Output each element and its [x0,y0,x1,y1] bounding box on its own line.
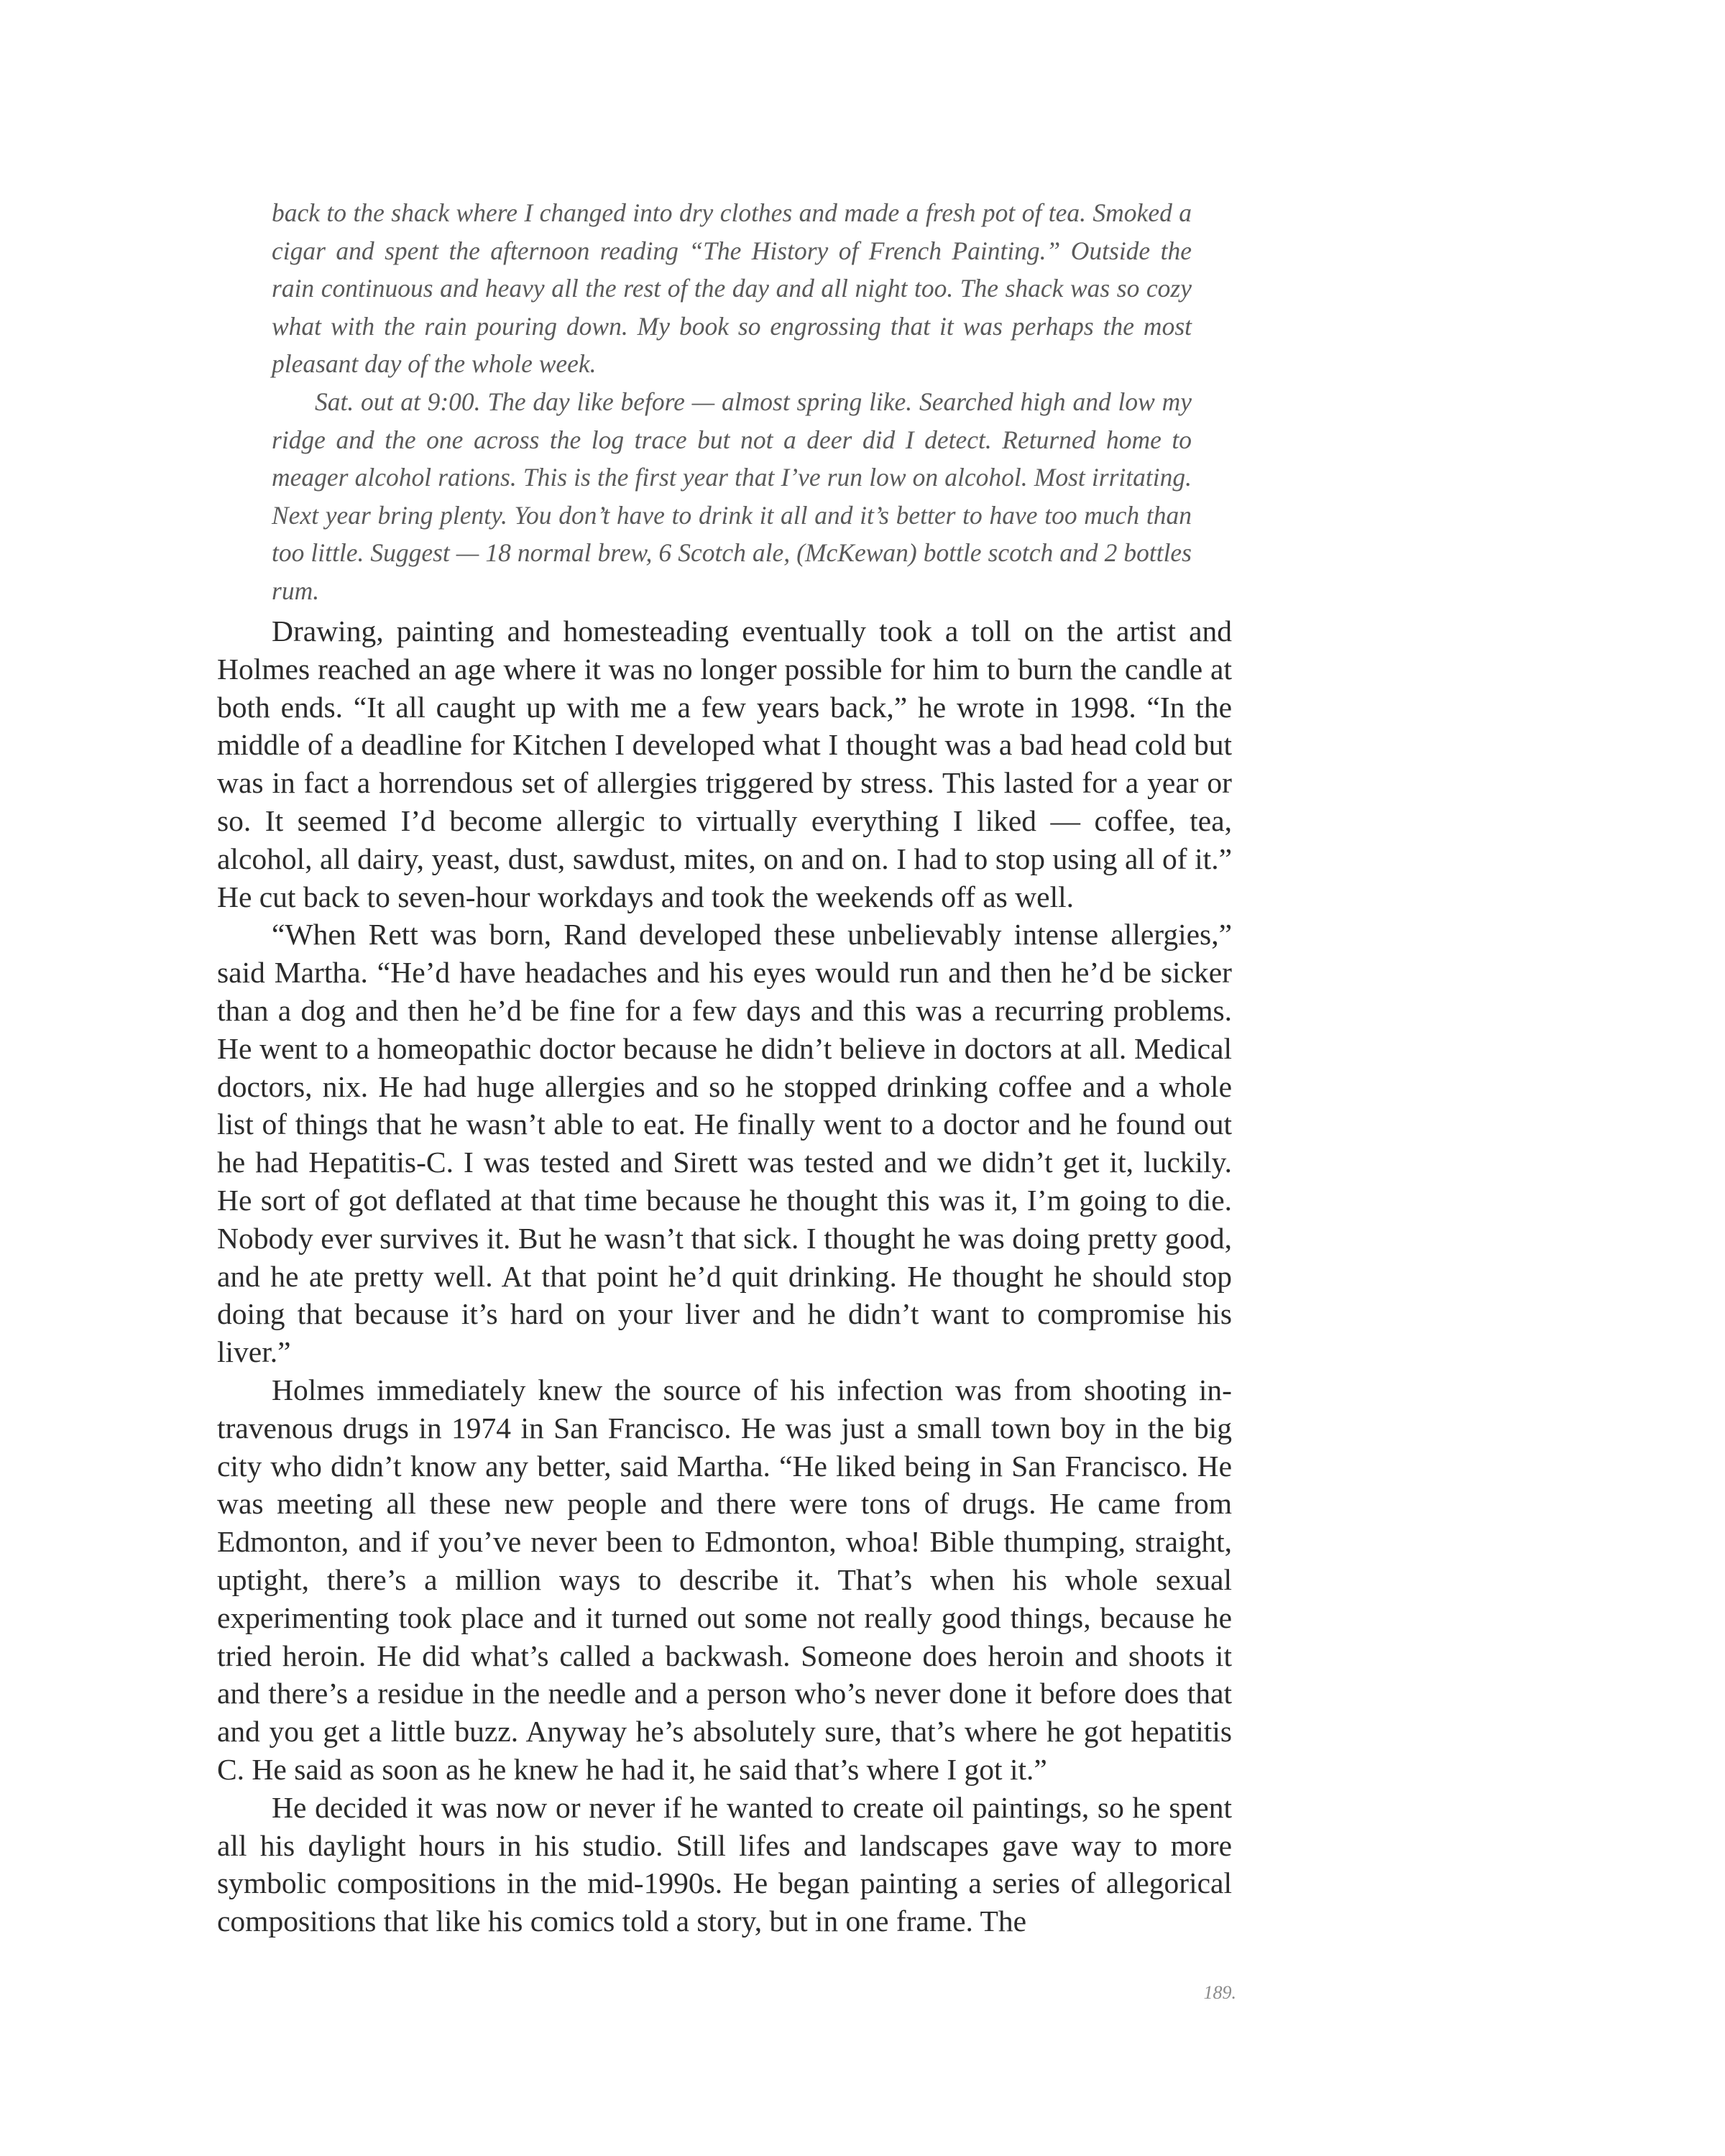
page-number: 189. [1203,1982,1236,2003]
body-paragraph-4: He decided it was now or never if he wanted to create oil paintings, so he spent all his daylight hours in his studio. Still lifes and landscapes gave way to more symbolic compositions in the mid-1990s. He began painting a series of allegorical compositions that like his comics told a story, but in one frame. The [217,1790,1232,1938]
body-paragraph-1: Drawing, painting and homesteading eventually took a toll on the artist and Holmes reached an age where it was no longer possible for him to burn the candle at both ends. “It all caught up with me a few years back,” he wrote in 1998. “In the middle of a deadline for Kitchen I developed what I thought was a bad head cold but was in fact a horrendous set of allergies triggered by stress. This lasted for a year or so. It seemed I’d become allergic to virtually everything I liked — coffee, tea, alcohol, all dairy, yeast, dust, sawdust, mites, on and on. I had to stop using all of it.” He cut back to seven-hour workdays and took the weekends off as well. [217,614,1232,913]
main-text [217,612,1232,1940]
body-paragraph-3: Holmes immediately knew the source of his infection was from shooting intravenous drugs in 1974 in San Francisco. He was just a small town boy in the big city who didn’t know any better, said Martha. “He liked being in San Francisco. He was meeting all these new people and there were tons of drugs. He came from Edmonton, and if you’ve never been to Edmonton, whoa! Bible thumping, straight, uptight, there’s a million ways to describe it. That’s when his whole sexual experimenting took place and it turned out some not really good things, because he tried heroin. He did what’s called a backwash. Someone does heroin and shoots it and there’s a residue in the needle and a person who’s never done it before does that and you get a little buzz. Anyway he’s absolutely sure, that’s where he got hepatitis C. He said as soon as he knew he had it, he said that’s where I got it.” [217,1373,1232,1786]
body-paragraph-2: “When Rett was born, Rand developed these unbelievably intense allergies,” said Martha. “He’d have headaches and his eyes would run and then he’d be sicker than a dog and then he’d be fine for a few days and this was a recurring problems. He went to a homeopathic doctor because he didn’t believe in doctors at all. Medical doctors, nix. He had huge allergies and so he stopped drinking coffee and a whole list of things that he wasn’t able to eat. He finally went to a doctor and he found out he had Hepatitis-C. I was tested and Sirett was tested and we didn’t get it, luckily. He sort of got deflated at that time because he thought this was it, I’m going to die. Nobody ever survives it. But he wasn’t that sick. I thought he was doing pretty good, and he ate pretty well. At that point he’d quit drinking. He thought he should stop doing that because it’s hard on your liver and he didn’t want to compromise his liver.” [217,918,1232,1369]
journal-paragraph-1: back to the shack where I changed into dry clothes and made a fresh pot of tea. Smoked a cigar and spent the afternoon reading “The History of French Painting.” Outside the rain continuous and heavy all the rest of the day and all night too. The shack was so cozy what with the rain pouring down. My book so engrossing that it was perhaps the most pleasant day of the whole week. [272,198,1192,379]
journal-excerpt [272,194,1192,610]
journal-paragraph-2: Sat. out at 9:00. The day like before — almost spring like. Searched high and low my ridge and the one across the log trace but not a deer did I detect. Returned home to meager alcohol rations. This is the first year that I’ve run low on alcohol. Most irritating. Next year bring plenty. You don’t have to drink it all and it’s better to have too much than too little. Suggest — 18 normal brew, 6 Scotch ale, (McKewan) bottle scotch and 2 bottles rum. [272,387,1192,605]
